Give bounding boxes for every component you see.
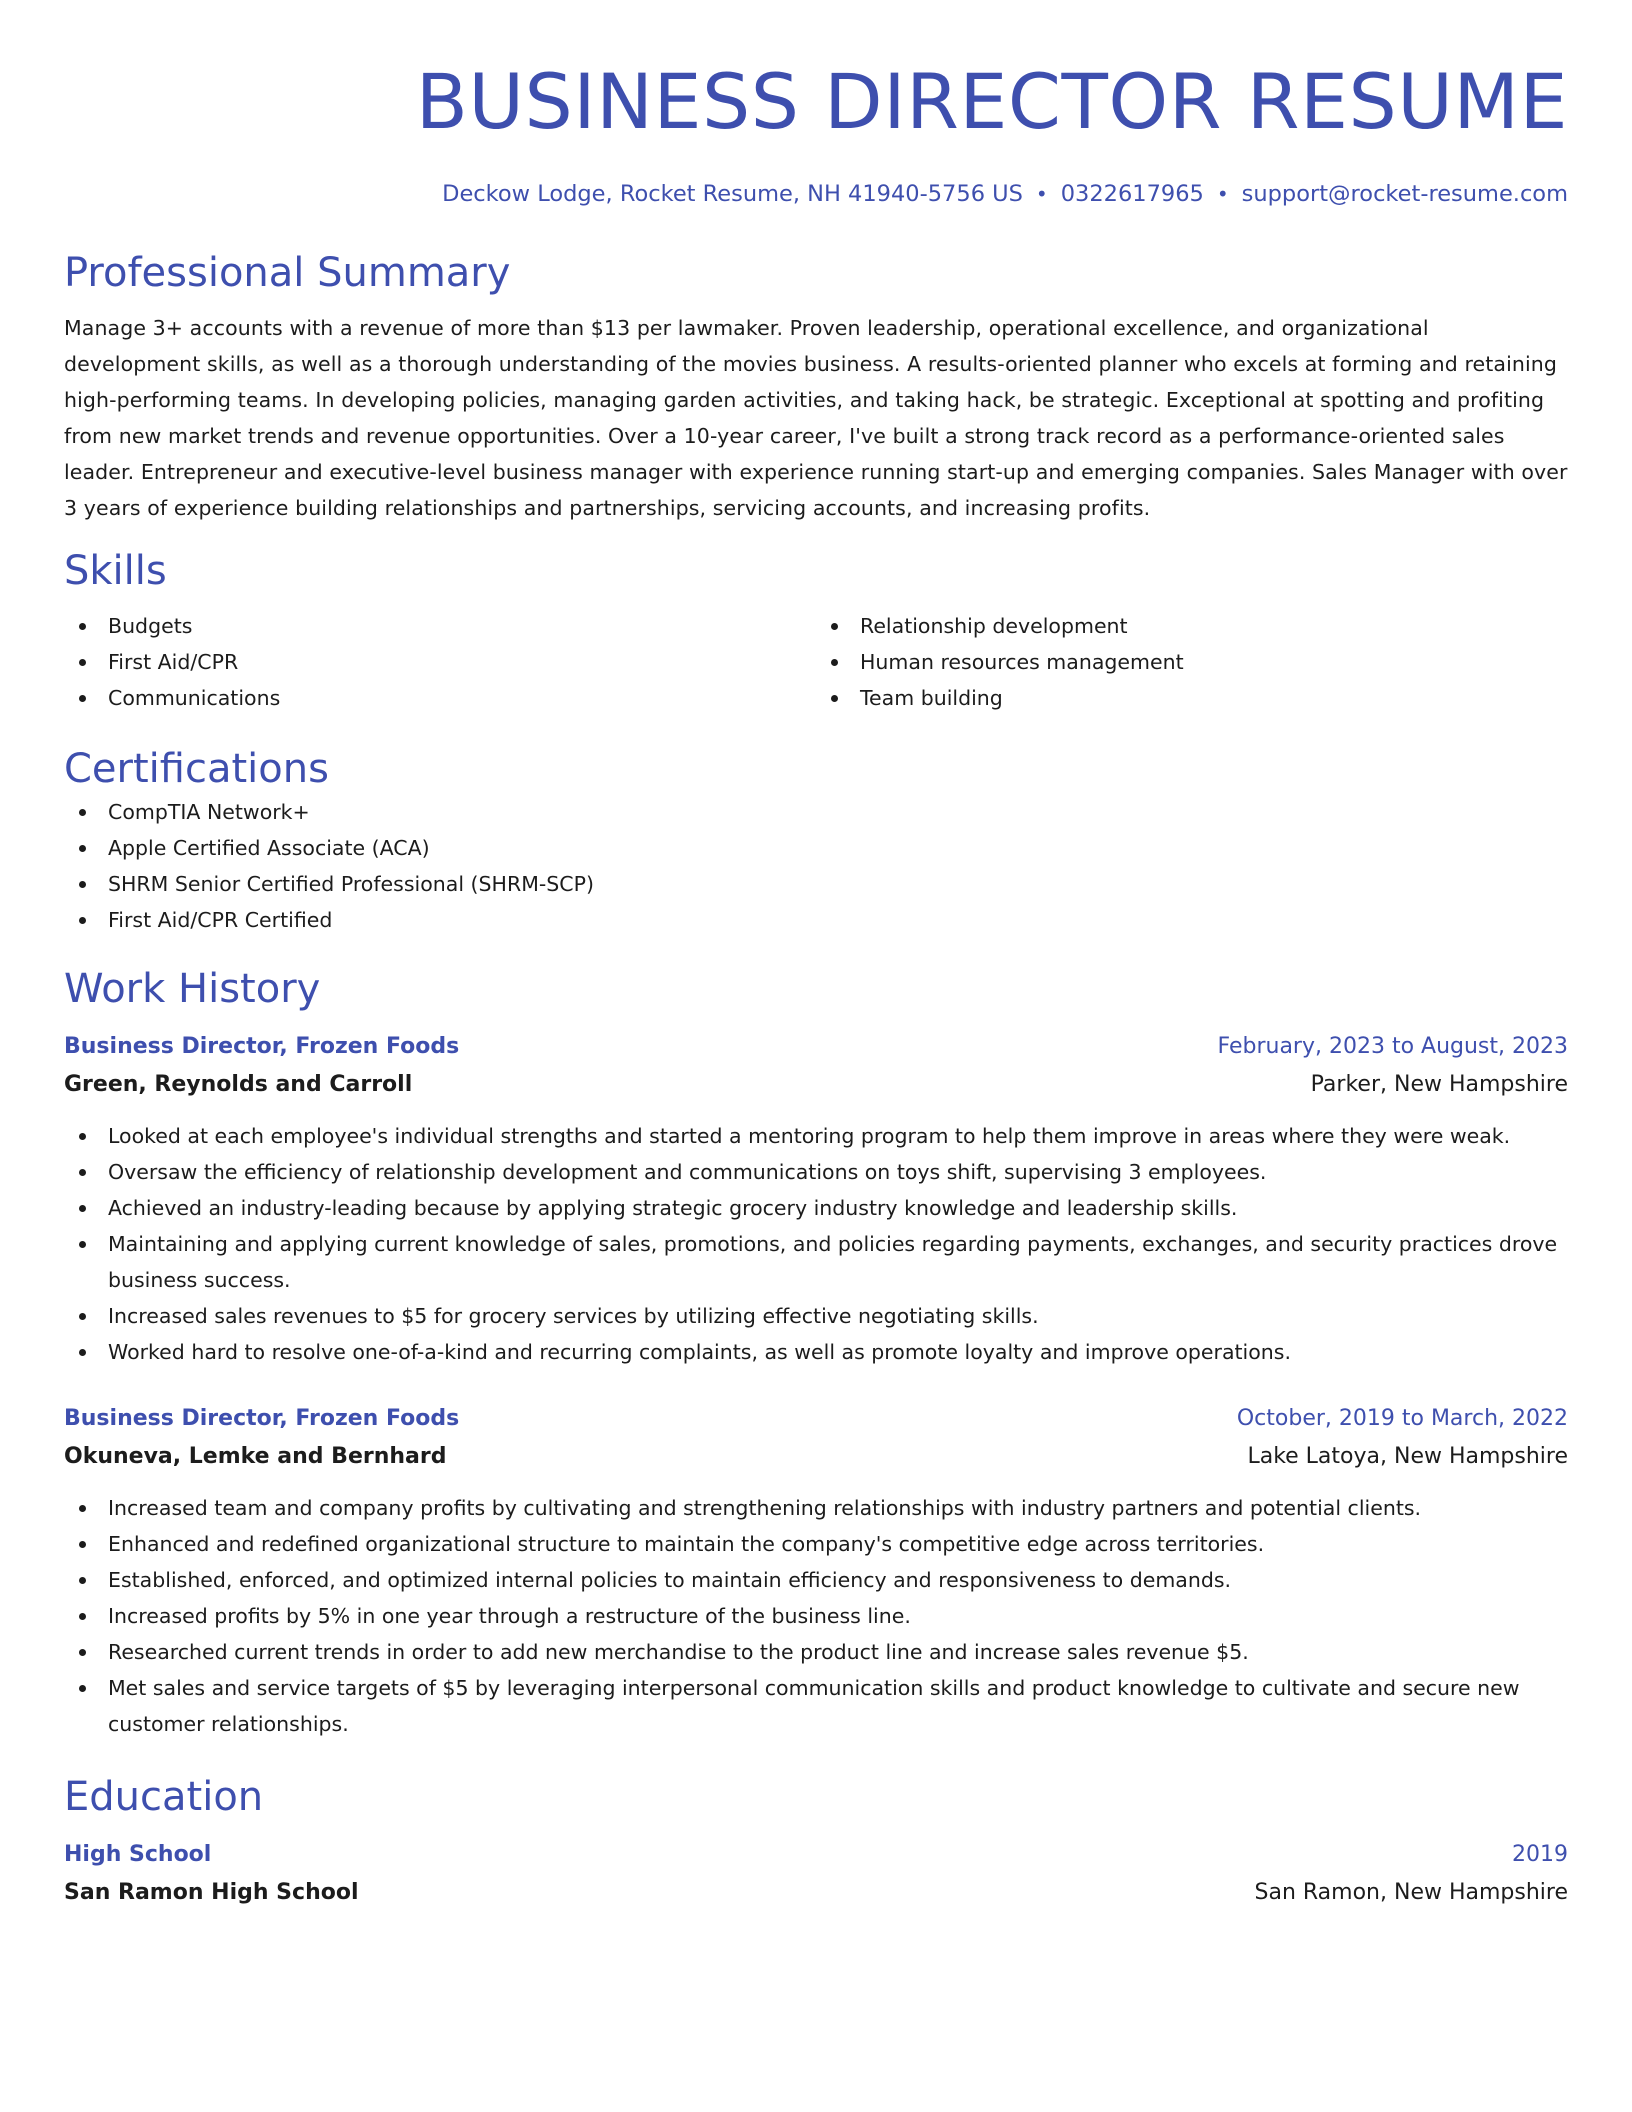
education-entry	[64, 1836, 1568, 1912]
contact-phone[interactable]: 0322617965	[1060, 181, 1204, 207]
skills-column-right	[816, 608, 1568, 716]
skill-item: Communications	[64, 680, 816, 716]
job-bullet: Worked hard to resolve one-of-a-kind and recurring complaints, as well as promote loyalty and improve operations.	[64, 1334, 1568, 1370]
summary-text: Manage 3+ accounts with a revenue of more than $13 per lawmaker. Proven leadership, operational excellence, and organizational development skills, as well as a thorough understanding of the movies business. A results-oriented planner who excels at forming and retaining high-performing teams. In developing policies, managing garden activities, and taking hack, be strategic. Exceptional at spotting and profiting from new market trends and revenue opportunities. Over a 10-year career, I've built a strong track record as a performance-oriented sales leader. Entrepreneur and executive-level business manager with experience running start-up and emerging companies. Sales Manager with over 3 years of experience building relationships and partnerships, servicing accounts, and increasing profits.	[64, 316, 1568, 520]
education-school-row	[64, 1874, 1568, 1912]
job-entry	[64, 1028, 1568, 1370]
contact-address: Deckow Lodge, Rocket Resume, NH 41940-5756 US	[442, 181, 1023, 207]
job-title: Business Director, Frozen Foods	[64, 1034, 460, 1059]
education-degree: High School	[64, 1842, 212, 1867]
section-title-summary: Professional Summary	[64, 250, 511, 296]
job-bullet: Met sales and service targets of $5 by leveraging interpersonal communication skills and product knowledge to cultivate and secure new customer relationships.	[64, 1670, 1568, 1742]
skill-item: Human resources management	[816, 644, 1568, 680]
certification-item: CompTIA Network+	[64, 794, 1568, 830]
job-company-row	[64, 1066, 1568, 1104]
education-school: San Ramon High School	[64, 1880, 359, 1905]
job-entry	[64, 1400, 1568, 1742]
skill-item: Relationship development	[816, 608, 1568, 644]
job-bullet: Oversaw the efficiency of relationship development and communications on toys shift, supervising 3 employees.	[64, 1154, 1568, 1190]
job-bullet: Achieved an industry-leading because by applying strategic grocery industry knowledge and leadership skills.	[64, 1190, 1568, 1226]
job-company: Green, Reynolds and Carroll	[64, 1072, 413, 1097]
resume-title: BUSINESS DIRECTOR RESUME	[415, 57, 1568, 146]
job-bullet: Established, enforced, and optimized internal policies to maintain efficiency and responsiveness to demands.	[64, 1562, 1568, 1598]
job-bullet: Increased team and company profits by cultivating and strengthening relationships with industry partners and potential clients.	[64, 1490, 1568, 1526]
contact-separator: •	[1216, 182, 1229, 206]
section-title-education: Education	[64, 1774, 264, 1820]
education-year: 2019	[1512, 1842, 1568, 1867]
job-bullets	[64, 1490, 1568, 1742]
job-location: Parker, New Hampshire	[1310, 1072, 1568, 1097]
job-title: Business Director, Frozen Foods	[64, 1406, 460, 1431]
contact-email[interactable]: support@rocket-resume.com	[1241, 181, 1568, 207]
skills-column-left	[64, 608, 816, 716]
skills-list	[64, 608, 1568, 716]
job-dates: October, 2019 to March, 2022	[1236, 1406, 1568, 1431]
contact-separator: •	[1035, 182, 1048, 206]
certification-item: Apple Certified Associate (ACA)	[64, 830, 1568, 866]
job-dates: February, 2023 to August, 2023	[1217, 1034, 1568, 1059]
education-location: San Ramon, New Hampshire	[1254, 1880, 1568, 1905]
certifications-list	[64, 794, 1568, 938]
job-bullet: Enhanced and redefined organizational structure to maintain the company's competitive edge across territories.	[64, 1526, 1568, 1562]
job-bullet: Maintaining and applying current knowledge of sales, promotions, and policies regarding payments, exchanges, and security practices drove business success.	[64, 1226, 1568, 1298]
job-company-row	[64, 1438, 1568, 1476]
job-bullet: Increased sales revenues to $5 for grocery services by utilizing effective negotiating skills.	[64, 1298, 1568, 1334]
certification-item: First Aid/CPR Certified	[64, 902, 1568, 938]
job-header-row	[64, 1400, 1568, 1438]
job-header-row	[64, 1028, 1568, 1066]
skill-item: First Aid/CPR	[64, 644, 816, 680]
education-header-row	[64, 1836, 1568, 1874]
job-bullet: Increased profits by 5% in one year through a restructure of the business line.	[64, 1598, 1568, 1634]
job-bullets	[64, 1118, 1568, 1370]
certification-item: SHRM Senior Certified Professional (SHRM-SCP)	[64, 866, 1568, 902]
section-title-skills: Skills	[64, 548, 167, 594]
section-title-certifications: Certifications	[64, 746, 329, 792]
job-company: Okuneva, Lemke and Bernhard	[64, 1444, 447, 1469]
skill-item: Team building	[816, 680, 1568, 716]
job-bullet: Looked at each employee's individual strengths and started a mentoring program to help them improve in areas where they were weak.	[64, 1118, 1568, 1154]
skill-item: Budgets	[64, 608, 816, 644]
section-title-work-history: Work History	[64, 966, 321, 1012]
job-location: Lake Latoya, New Hampshire	[1247, 1444, 1568, 1469]
job-bullet: Researched current trends in order to add new merchandise to the product line and increase sales revenue $5.	[64, 1634, 1568, 1670]
contact-line	[64, 178, 1568, 210]
